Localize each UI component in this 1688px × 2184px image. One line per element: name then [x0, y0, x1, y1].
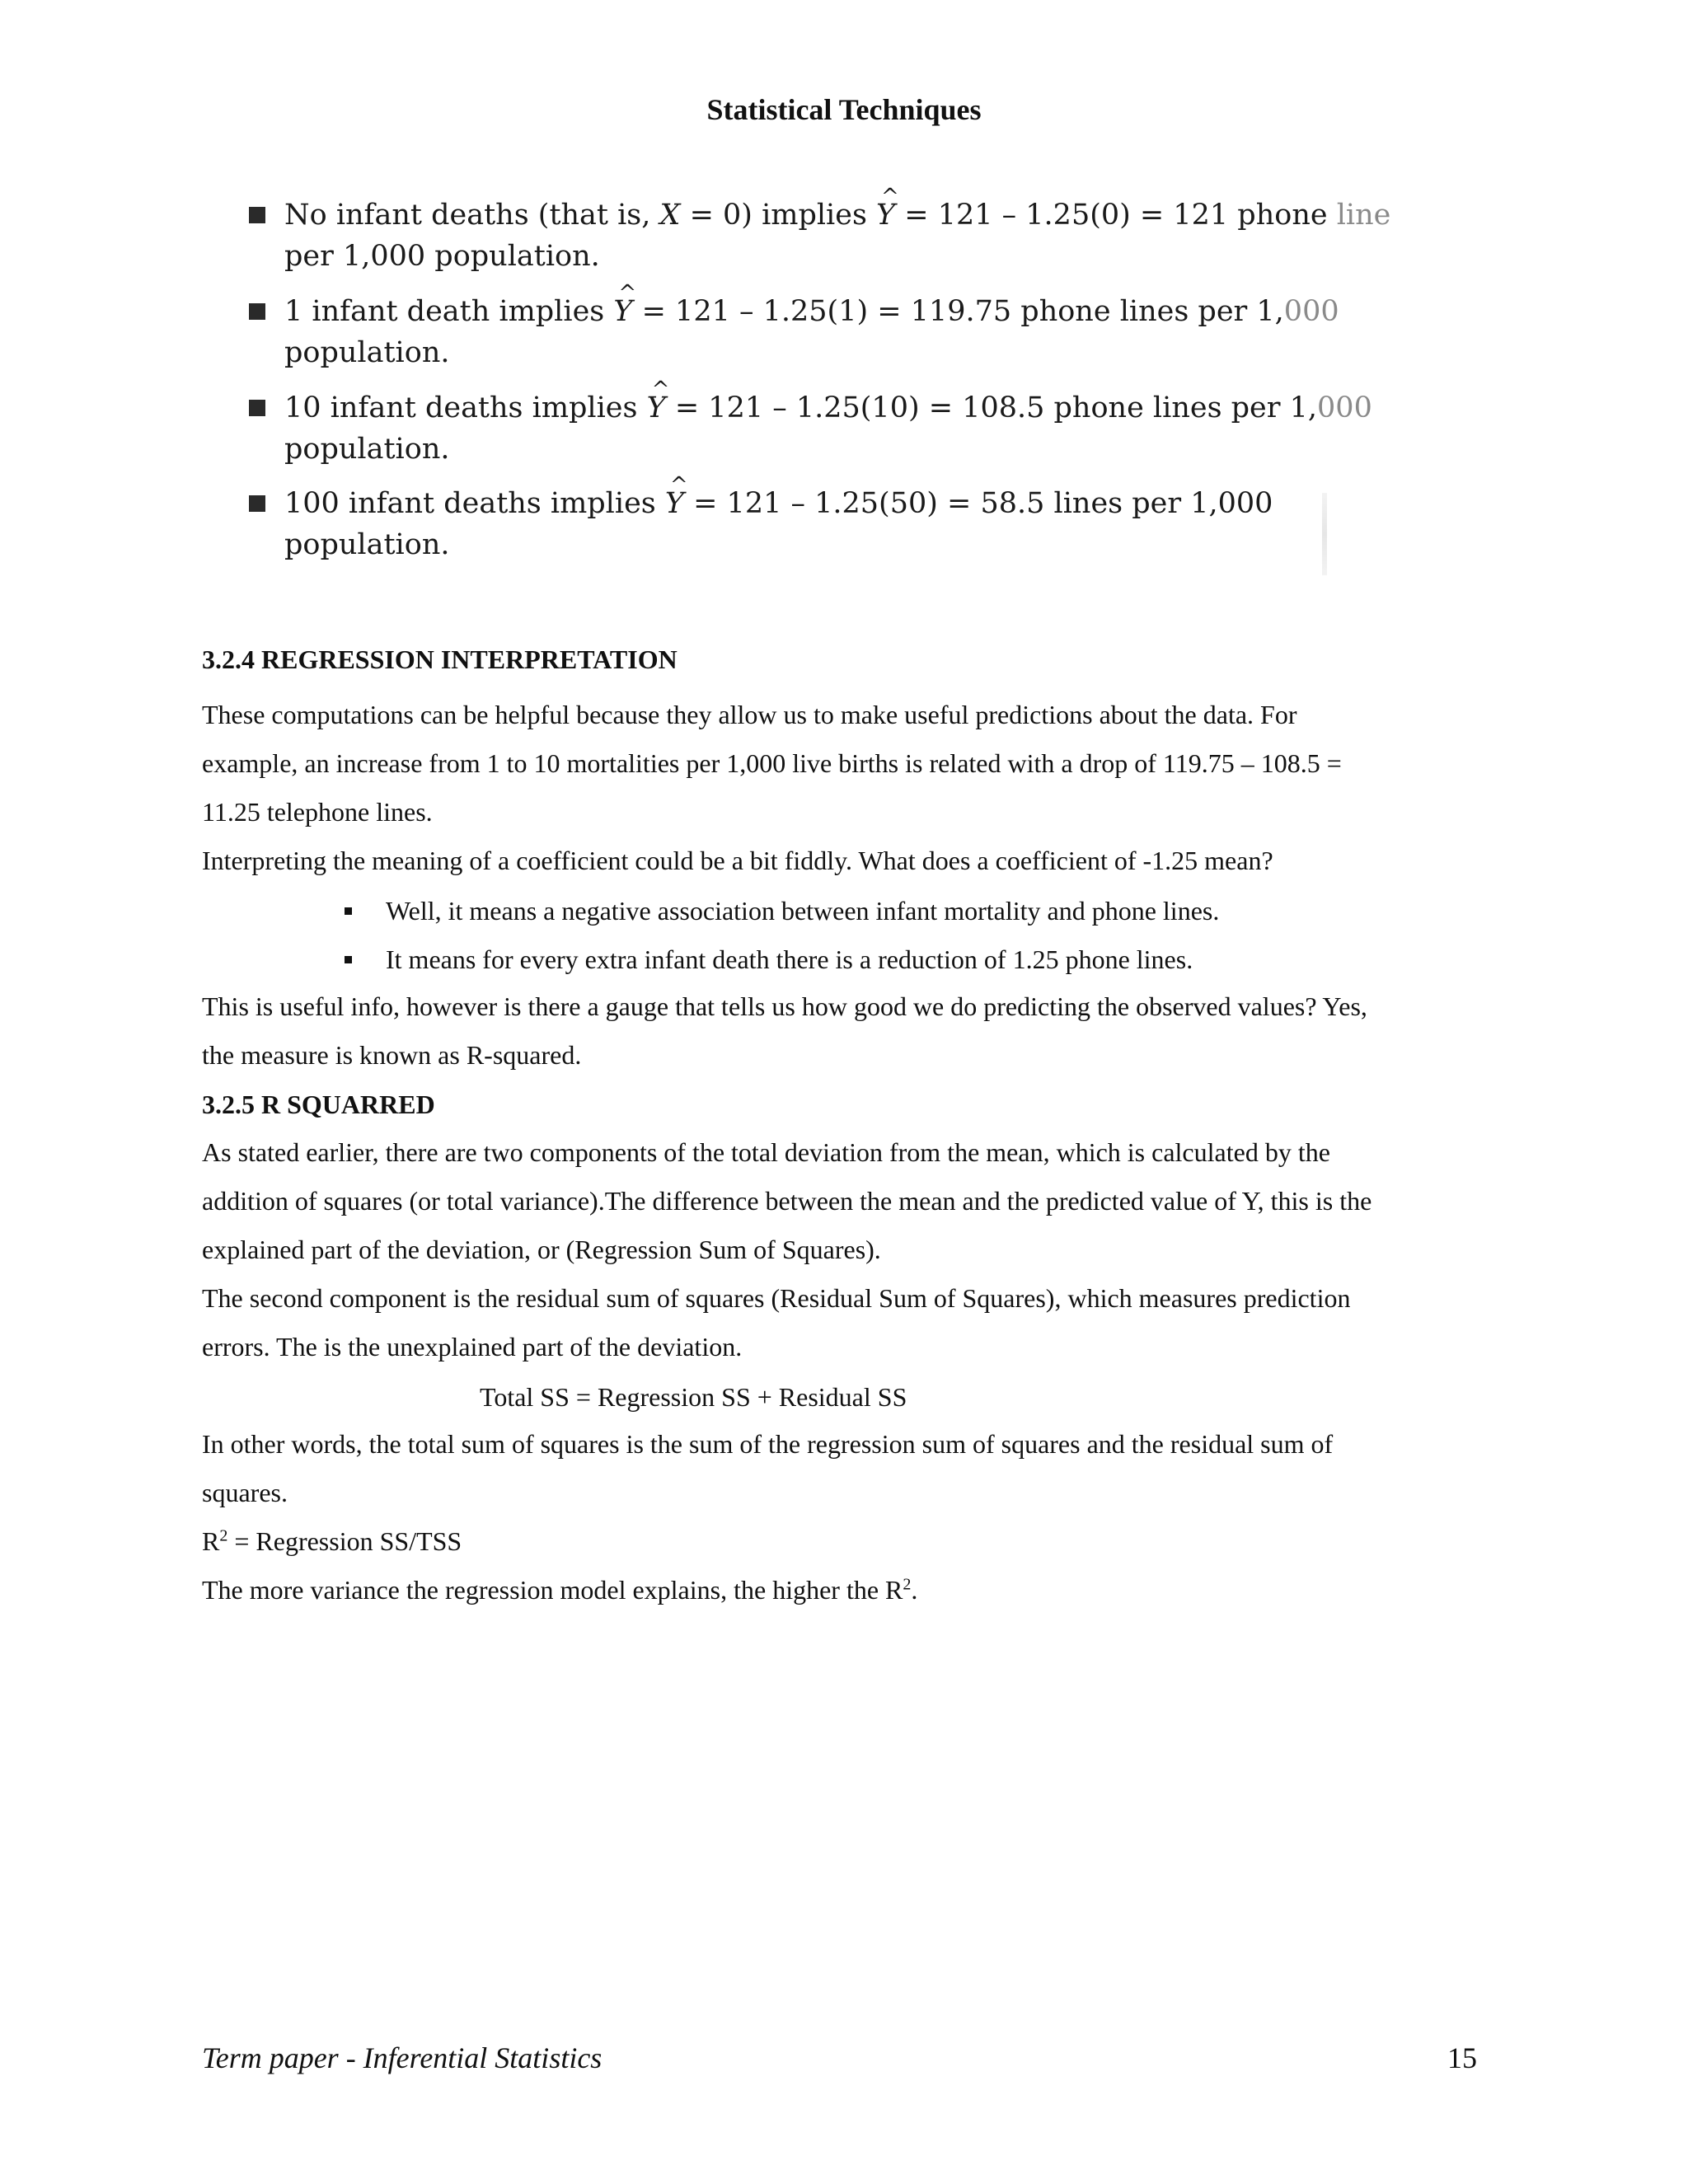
page-number: 15: [1447, 2041, 1477, 2074]
scan-bullet-line-2: population.: [284, 433, 450, 466]
scan-bullet-line-2: per 1,000 population.: [284, 240, 600, 273]
scan-bullet-line-1: 1 infant death implies ^ Y = 121 – 1.25(1) = 119.75 phone lines per 1,000: [284, 291, 1343, 332]
paragraph-line: errors. The is the unexplained part of the deviation.: [202, 1332, 743, 1361]
paragraph-line: As stated earlier, there are two components of the total deviation from the mean, which is calculated by the: [202, 1137, 1330, 1167]
paragraph-line: In other words, the total sum of squares is the sum of the regression sum of squares and the residual sum of: [202, 1429, 1334, 1459]
paragraph-line: the measure is known as R-squared.: [202, 1040, 582, 1070]
scan-bullet-line-2: population.: [284, 528, 450, 561]
scan-bullet-3: [239, 387, 1372, 470]
footer-title: Term paper - Inferential Statistics: [202, 2041, 603, 2074]
section-heading-3-2-4: 3.2.4 REGRESSION INTERPRETATION: [202, 644, 678, 674]
scan-bullet-line-2: population.: [284, 336, 450, 369]
scan-bullet-1: [239, 194, 1391, 277]
paragraph-line: Interpreting the meaning of a coefficient could be a bit fiddly. What does a coefficient of -1.25 mean?: [202, 846, 1273, 875]
scanned-excerpt: [239, 180, 1391, 592]
paragraph-line: explained part of the deviation, or (Regression Sum of Squares).: [202, 1235, 881, 1264]
paragraph-line: The more variance the regression model explains, the higher the $R^2$.: [202, 1575, 918, 1605]
r-squared-formula: $R^2$ = Regression SS/TSS: [202, 1526, 462, 1556]
y-hat-symbol: ^ Y: [647, 387, 666, 429]
equation: Total SS = Regression SS + Residual SS: [480, 1382, 907, 1412]
paragraph-line: squares.: [202, 1478, 288, 1507]
square-bullet-icon: [345, 907, 352, 915]
y-hat-symbol: ^ Y: [613, 291, 632, 332]
paragraph-line: example, an increase from 1 to 10 mortalities per 1,000 live births is related with a drop of 119.75 – 108.5 =: [202, 748, 1342, 778]
paragraph-line: addition of squares (or total variance).The difference between the mean and the predicted value of Y, this is the: [202, 1186, 1372, 1216]
y-hat-symbol: ^ Y: [876, 194, 895, 236]
scan-bullet-2: [239, 291, 1343, 373]
page-header-title: Statistical Techniques: [706, 93, 982, 126]
square-bullet-icon: [249, 495, 265, 512]
scan-bullet-4: [239, 483, 1343, 565]
square-bullet-icon: [249, 400, 265, 416]
scan-bullet-line-1: 10 infant deaths implies ^ Y = 121 – 1.25(10) = 108.5 phone lines per 1,000: [284, 387, 1343, 429]
paragraph-line: The second component is the residual sum of squares (Residual Sum of Squares), which measures prediction: [202, 1283, 1351, 1313]
scan-bullet-line-1: 100 infant deaths implies ^ Y = 121 – 1.25(50) = 58.5 lines per 1,000: [284, 483, 1343, 524]
paragraph-line: 11.25 telephone lines.: [202, 797, 433, 827]
paragraph-line: These computations can be helpful because they allow us to make useful predictions about the data. For: [202, 700, 1297, 729]
square-bullet-icon: [345, 956, 352, 963]
y-hat-symbol: ^ Y: [665, 483, 684, 524]
square-bullet-icon: [249, 303, 265, 320]
section-heading-3-2-5: 3.2.5 R SQUARRED: [202, 1090, 435, 1119]
paragraph-line: This is useful info, however is there a gauge that tells us how good we do predicting the observed values? Yes,: [202, 991, 1367, 1021]
scan-bullet-line-1: No infant deaths (that is, X = 0) implies ^ Y = 121 – 1.25(0) = 121 phone line: [284, 194, 1343, 236]
square-bullet-icon: [249, 207, 265, 223]
